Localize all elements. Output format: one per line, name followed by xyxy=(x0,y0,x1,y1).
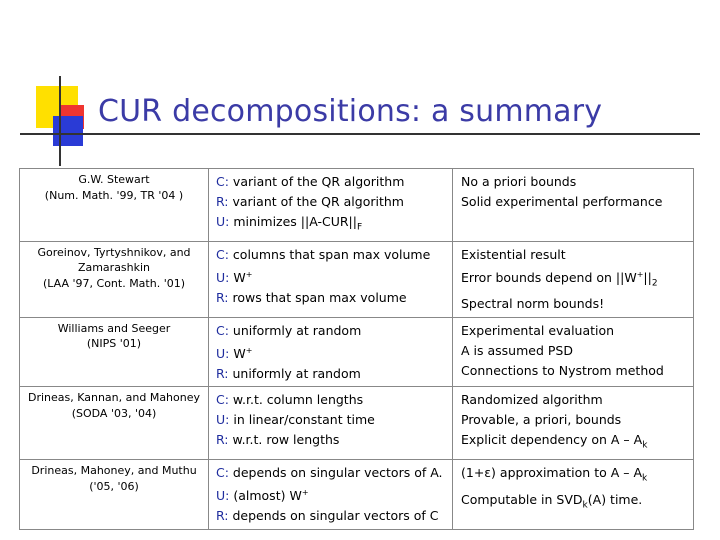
method-cell xyxy=(209,169,453,242)
method-label: R: xyxy=(216,289,229,305)
result-cell xyxy=(453,460,694,530)
method-text: depends on singular vectors of A. xyxy=(228,465,443,481)
method-line xyxy=(216,265,446,288)
method-line xyxy=(216,364,446,384)
result-line: Connections to Nystrom method xyxy=(461,362,664,378)
reference-line: (NIPS '01) xyxy=(86,337,142,351)
method-label: R: xyxy=(216,365,229,381)
method-line xyxy=(216,390,446,410)
method-label: C: xyxy=(216,465,229,481)
method-line xyxy=(216,463,446,483)
reference-line: Zamarashkin xyxy=(77,261,151,275)
method-label: R: xyxy=(216,193,229,209)
method-label: C: xyxy=(216,246,229,262)
result-line: Existential result xyxy=(461,246,566,262)
method-label: U: xyxy=(216,412,230,428)
result-cell xyxy=(453,169,694,242)
method-label: R: xyxy=(216,508,229,524)
method-label: U: xyxy=(216,269,230,285)
method-text: columns that span max volume xyxy=(228,246,431,262)
method-text: W+ xyxy=(233,269,253,285)
method-text: W+ xyxy=(233,345,253,361)
method-cell xyxy=(209,387,453,460)
method-cell xyxy=(209,241,453,317)
method-line xyxy=(216,192,446,212)
result-line: No a priori bounds xyxy=(461,174,577,189)
method-text: depends on singular vectors of C xyxy=(228,508,439,524)
method-line xyxy=(216,212,446,238)
method-text: minimizes $||A-CUR||_F$ xyxy=(229,213,363,233)
method-line xyxy=(216,430,446,450)
summary-table xyxy=(19,168,694,530)
method-line xyxy=(216,410,446,430)
reference-line: (SODA '03, '04) xyxy=(71,406,157,420)
method-text: in linear/constant time xyxy=(229,412,375,428)
method-text: uniformly at random xyxy=(228,365,361,381)
method-line xyxy=(216,172,446,192)
method-cell xyxy=(209,460,453,530)
result-line: Randomized algorithm xyxy=(461,392,603,408)
result-line: Experimental evaluation xyxy=(461,322,615,338)
table-row xyxy=(20,317,694,387)
decor-vertical-line xyxy=(59,76,61,166)
reference-line: Goreinov, Tyrtyshnikov, and xyxy=(37,245,191,259)
decor-blue-square xyxy=(53,116,83,146)
result-line: Spectral norm bounds! xyxy=(461,296,605,312)
method-cell xyxy=(209,317,453,387)
reference-cell xyxy=(20,169,209,242)
method-text: w.r.t. column lengths xyxy=(228,392,364,408)
reference-cell xyxy=(20,387,209,460)
method-line xyxy=(216,245,446,265)
method-text: variant of the QR algorithm xyxy=(228,174,405,189)
result-cell xyxy=(453,241,694,317)
method-text: uniformly at random xyxy=(228,322,362,338)
reference-line: Drineas, Mahoney, and Muthu xyxy=(31,464,197,478)
reference-cell xyxy=(20,317,209,387)
method-text: (almost) W+ xyxy=(229,488,309,504)
method-line xyxy=(216,321,446,341)
slide-title: CUR decompositions: a summary xyxy=(98,94,603,129)
result-line: Explicit dependency on A – $A_k$ xyxy=(461,432,648,451)
reference-line: (Num. Math. '99, TR '04 ) xyxy=(44,188,184,202)
method-label: U: xyxy=(216,345,230,361)
result-cell xyxy=(453,387,694,460)
method-label: C: xyxy=(216,392,229,408)
table-row xyxy=(20,387,694,460)
table-row xyxy=(20,169,694,242)
method-label: R: xyxy=(216,432,229,448)
method-line xyxy=(216,483,446,506)
result-line: Provable, a priori, bounds xyxy=(461,412,622,428)
result-line: Solid experimental performance xyxy=(461,193,663,209)
result-line: (1+ε) approximation to A – $A_k$ xyxy=(461,465,648,484)
result-line: Error bounds depend on $||W^+||_2$ xyxy=(461,269,658,289)
result-line: A is assumed PSD xyxy=(461,342,573,358)
reference-line: G.W. Stewart xyxy=(78,173,150,186)
method-text: rows that span max volume xyxy=(228,289,407,305)
result-line: Computable in $SVD_k(A)$ time. xyxy=(461,491,643,511)
reference-line: Drineas, Kannan, and Mahoney xyxy=(27,391,201,405)
method-text: variant of the QR algorithm xyxy=(228,193,404,209)
table-row xyxy=(20,460,694,530)
method-text: w.r.t. row lengths xyxy=(228,432,340,448)
reference-cell xyxy=(20,460,209,530)
method-label: U: xyxy=(216,488,230,504)
method-line xyxy=(216,506,446,526)
method-line xyxy=(216,341,446,364)
reference-line: (LAA '97, Cont. Math. '01) xyxy=(42,276,186,290)
method-label: C: xyxy=(216,322,229,338)
method-line xyxy=(216,288,446,308)
table-row xyxy=(20,241,694,317)
decor-horizontal-line xyxy=(20,133,700,135)
result-cell xyxy=(453,317,694,387)
reference-line: Williams and Seeger xyxy=(57,321,171,335)
method-label: C: xyxy=(216,174,229,189)
method-label: U: xyxy=(216,213,230,229)
reference-cell xyxy=(20,241,209,317)
reference-line: ('05, '06) xyxy=(89,479,139,493)
